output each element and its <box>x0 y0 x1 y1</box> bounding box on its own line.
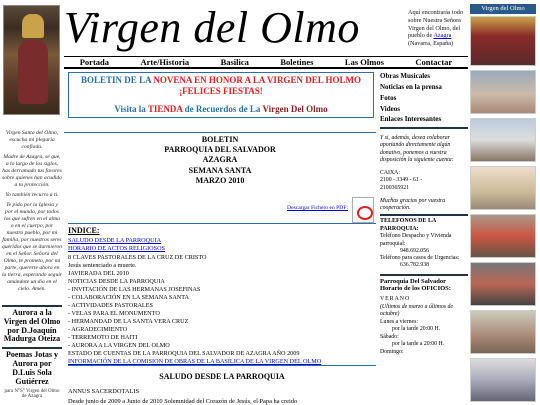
pdf-icon[interactable] <box>352 197 374 223</box>
index-item: - VELAS PARA EL MONUMENTO <box>68 309 160 317</box>
season-label: VERANO <box>380 296 411 303</box>
nav-basilica[interactable]: Basilica <box>220 57 249 67</box>
day-label: Sábado: <box>380 333 399 340</box>
boletin-line: MARZO 2010 <box>195 176 245 186</box>
season-note: (Ultimos de marzo a últimos de octubre) <box>380 303 453 318</box>
left-sidebar <box>0 0 64 405</box>
azagra-link[interactable]: Azagra <box>433 32 452 40</box>
index-title: INDICE: <box>68 223 376 236</box>
header-note <box>408 9 466 48</box>
photo-thumbnail[interactable] <box>470 358 536 402</box>
bank-number: 2100 - 3349 - 61 - <box>380 177 423 184</box>
virgin-statue-image <box>3 5 60 115</box>
annus-heading: ANNUS SACERDOTALIS <box>68 388 140 395</box>
photo-thumbnail[interactable] <box>470 214 536 258</box>
link-enlaces[interactable]: Enlaces Interesantes <box>380 115 442 124</box>
horario-title: Parroquia Del Salvador Horario de los OFICIOS: <box>380 274 468 294</box>
index-item: - AGRADECIMIENTO <box>68 326 128 334</box>
prayer-line: Te pido por la Iglesia y por el mundo, por todos los que sufren en el alma o en el cuerpo, por nuestro pueblo, por mi familia, por nuestros seres queridos que se durmieron en el Señor. Señora del Olmo, te prometo, por mi parte, quererte ahora en la tierra, esperando seguir amándote un día en el cielo. Amén. <box>2 201 62 292</box>
prayer-caption <box>2 130 62 296</box>
index-item: NOTICIAS DESDE LA PARROQUIA <box>68 277 165 285</box>
banner-tienda: TIENDA <box>147 103 183 114</box>
photo-thumbnail[interactable] <box>470 70 536 114</box>
photo-thumbnail[interactable] <box>470 118 536 162</box>
link-videos[interactable]: Videos <box>380 104 400 113</box>
header-note-text: Aquí encontrarás todo sobre Nuestra Señora Virgen del Olmo, del pueblo de <box>408 9 463 40</box>
index-item: - HERMANDAD DE LA SANTA VERA CRUZ <box>68 318 189 326</box>
link-fotos[interactable]: Fotos <box>380 93 397 102</box>
right-sidebar <box>380 71 468 405</box>
index-link[interactable]: INFORMACIÓN DE LA COMISION DE OBRAS DE LA BASÍLICA DE LA VIRGEN DEL OLMO <box>68 358 322 366</box>
index-item: - TERREMOTO DE HAITI <box>68 334 138 342</box>
poemas-subtitle: para N°S° Virgen del Olmo de Azagra <box>4 389 60 400</box>
photo-thumbnail[interactable] <box>470 16 536 66</box>
photo-thumbnail[interactable] <box>470 262 536 306</box>
site-title: Virgen del Olmo <box>64 3 360 52</box>
phones <box>380 218 468 269</box>
boletin-line: AZAGRA <box>202 155 238 165</box>
prayer-line: Madre de Azagra, sé que, a lo largo de los siglos, has derramado tus favores sobre quienes han acudido a tu protección. <box>2 153 62 188</box>
link-noticias-prensa[interactable]: Noticias en la prensa <box>380 82 442 91</box>
index-item: ESTADO DE CUENTAS DE LA PARROQUIA DEL SALVADOR DE AZAGRA AÑO 2009 <box>68 350 300 358</box>
left-boxes <box>2 305 62 399</box>
index-list <box>68 223 376 366</box>
nav-boletines[interactable]: Boletines <box>280 57 314 67</box>
day-label: Lunes a viernes: <box>380 318 418 325</box>
index-link[interactable]: HORARIO DE ACTOS RELIGIOSOS <box>68 245 166 253</box>
index-item: - INVITACIÓN DE LAS HERMANAS JOSEFINAS <box>68 285 201 293</box>
horario-verano <box>380 296 468 356</box>
photo-thumbnail[interactable] <box>470 310 536 354</box>
prayer-line: Virgen Santa del Olmo, escucha mi plegaria confiada. <box>5 130 59 150</box>
tienda-banner[interactable] <box>71 104 371 114</box>
annus-paragraph: Desde junio de 2009 a Junio de 2010 Solemnidad del Corazón de Jesús, el Papa ha creido <box>68 397 298 405</box>
phone-label: Teléfono para casos de Urgencias: <box>380 255 460 262</box>
index-item: - COLABORACIÓN EN LA SEMANA SANTA <box>68 293 190 301</box>
nav-contactar[interactable]: Contactar <box>415 57 453 67</box>
bank-name: CAIXA: <box>380 170 400 177</box>
phone-label: Teléfono Despacho y Vivienda parroquial: <box>380 233 452 247</box>
index-item: JAVIERADA DEL 2010 <box>68 269 129 277</box>
index-items <box>68 237 376 366</box>
boletin-line: BOLETIN <box>201 134 239 144</box>
nav-las-olmos[interactable]: Las Olmos <box>344 57 384 67</box>
main-nav <box>64 56 468 69</box>
site-header <box>64 0 406 56</box>
download-pdf-link[interactable]: Descargar Fichero en PDF: <box>287 205 348 211</box>
banner-fiestas: ¡FELICES FIESTAS! <box>179 86 263 97</box>
link-obras-musicales[interactable]: Obras Musicales <box>380 72 430 80</box>
boletin-line: PARROQUIA DEL SALVADOR <box>164 144 276 154</box>
right-links <box>380 71 468 129</box>
bank-number: 2100365921 <box>380 184 409 191</box>
annus-text <box>68 387 376 405</box>
header-note-suffix: (Navarra, España) <box>408 40 454 47</box>
banner-text: Visita la <box>114 103 146 114</box>
photo-thumbnail[interactable] <box>470 166 536 210</box>
index-item: - AURORA A LA VIRGEN DEL OLMO <box>68 342 170 350</box>
day-label: Domingo: <box>380 348 404 355</box>
phone-number: 636.782.938 <box>400 262 429 269</box>
photo-column-title: Virgen del Olmo <box>470 4 536 14</box>
boletin-line: SEMANA SANTA <box>188 165 252 175</box>
poemas-link[interactable]: Poemas Jotas y Aurora por D.Luis Sola Gutiérrez <box>2 347 62 386</box>
announcement-banner <box>68 72 374 118</box>
banner-text: de Recuerdos de La <box>184 103 261 114</box>
thanks-text: Muchas gracias por vuestra cooperación. <box>380 198 468 216</box>
novena-banner[interactable] <box>71 75 371 98</box>
index-item: Jesús sentenciado a muerte. <box>68 261 137 269</box>
nav-arte-historia[interactable]: Arte/Historia <box>140 57 190 67</box>
photo-column <box>468 0 540 405</box>
bank-account <box>380 170 468 192</box>
day-hours: por la tarde a 20:00 H. <box>392 341 445 348</box>
banner-virgen: Virgen Del Olmo <box>262 103 328 114</box>
main-content <box>64 71 376 405</box>
index-item: 8 CLAVES PASTORALES DE LA CRUZ DE CRISTO <box>68 253 207 261</box>
donate-text: Y si, además, desea colaborar aportando directamente algún donativo, ponemos a vuestra disposición la siguiente cuenta: <box>380 135 454 163</box>
index-link[interactable]: SALUDO DESDE LA PARROQUIA <box>68 237 162 245</box>
banner-novena: NOVENA EN HONOR A LA VIRGEN DEL HOLMO <box>153 75 361 85</box>
day-hours: por la tarde 20:00 H. <box>392 326 441 333</box>
section-title: SALUDO DESDE LA PARROQUIA <box>68 365 376 381</box>
banner-text: BOLETIN DE LA <box>81 75 152 85</box>
boletin-heading <box>64 132 376 187</box>
nav-portada[interactable]: Portada <box>79 57 110 67</box>
aurora-link[interactable]: Aurora a la Virgen del Olmo por D.Joaquín Madurga Oteiza <box>2 305 62 344</box>
prayer-line: Yo también recurro a ti. <box>5 191 59 198</box>
phone-number: 948.692.056 <box>400 247 429 254</box>
phones-title: TELEFONOS DE LA PARROQUIA: <box>380 218 437 232</box>
index-item: - ACTIVIDADES PASTORALES <box>68 301 153 309</box>
